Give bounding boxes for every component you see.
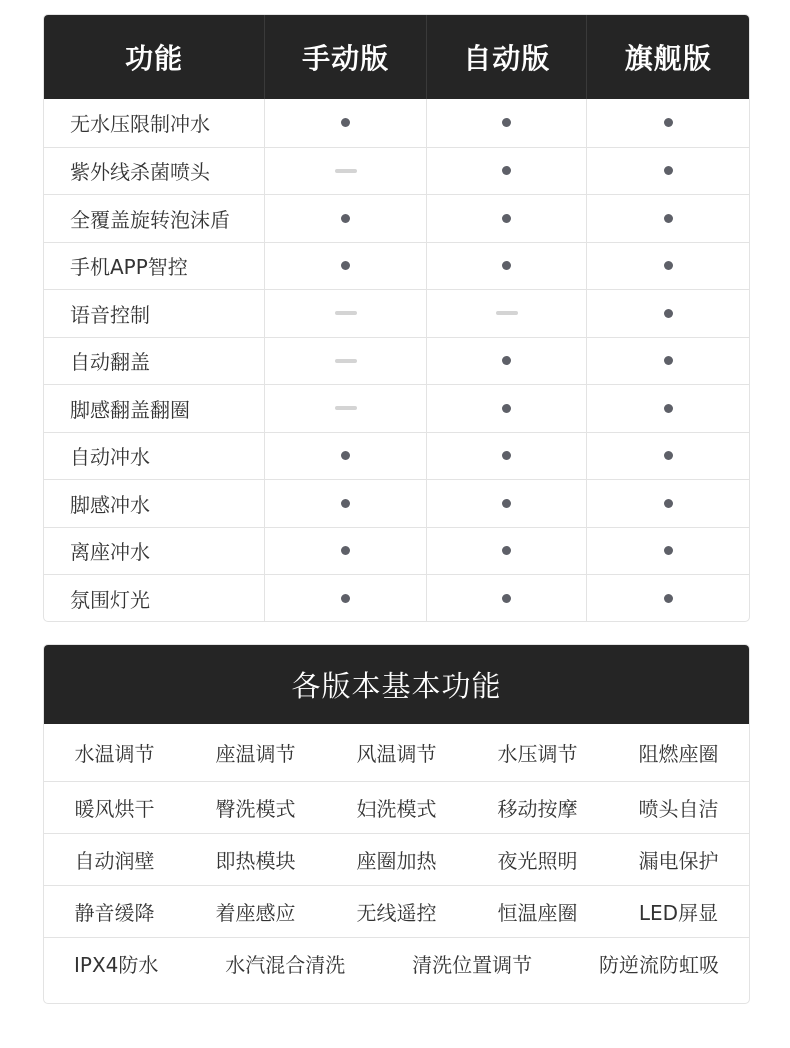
cell-manual: [265, 575, 427, 622]
feature-name: 脚感冲水: [44, 480, 265, 527]
basic-feature-item: 水汽混合清洗: [225, 953, 346, 977]
basic-feature-item: IPX4防水: [74, 953, 159, 977]
cell-manual: [265, 338, 427, 385]
basic-feature-item: 水温调节: [74, 742, 155, 766]
basic-feature-item: 清洗位置调节: [412, 953, 533, 977]
cell-flagship: [587, 528, 749, 575]
cell-auto: [427, 195, 588, 242]
cell-manual: [265, 290, 427, 337]
feature-name: 离座冲水: [44, 528, 265, 575]
table-row: [44, 337, 749, 385]
cell-manual: [265, 148, 427, 195]
table-row: [44, 479, 749, 527]
supported-dot-icon: [502, 594, 511, 603]
table-row: [44, 527, 749, 575]
basic-features-grid: [44, 724, 749, 989]
cell-auto: [427, 575, 588, 622]
table-row: [44, 194, 749, 242]
supported-dot-icon: [341, 499, 350, 508]
basic-features-row: [44, 885, 749, 937]
supported-dot-icon: [664, 261, 673, 270]
feature-name: 全覆盖旋转泡沫盾: [44, 195, 265, 242]
supported-dot-icon: [502, 546, 511, 555]
table-header: [44, 15, 749, 99]
supported-dot-icon: [664, 499, 673, 508]
basic-feature-item: 漏电保护: [638, 849, 719, 873]
cell-flagship: [587, 195, 749, 242]
table-row: [44, 147, 749, 195]
unsupported-dash-icon: [335, 406, 357, 410]
supported-dot-icon: [341, 546, 350, 555]
cell-auto: [427, 243, 588, 290]
supported-dot-icon: [341, 451, 350, 460]
basic-features-row: [44, 833, 749, 885]
basic-features-row: [44, 937, 749, 989]
cell-auto: [427, 385, 588, 432]
cell-flagship: [587, 338, 749, 385]
cell-auto: [427, 148, 588, 195]
basic-feature-item: 臀洗模式: [215, 797, 296, 821]
supported-dot-icon: [502, 451, 511, 460]
table-row: [44, 99, 749, 147]
supported-dot-icon: [664, 356, 673, 365]
supported-dot-icon: [664, 546, 673, 555]
basic-features-row: [44, 724, 749, 781]
basic-feature-item: 妇洗模式: [356, 797, 437, 821]
cell-flagship: [587, 433, 749, 480]
basic-feature-item: 暖风烘干: [74, 797, 155, 821]
feature-name: 自动翻盖: [44, 338, 265, 385]
cell-auto: [427, 480, 588, 527]
header-feature: 功能: [44, 15, 265, 99]
table-row: [44, 574, 749, 622]
supported-dot-icon: [502, 356, 511, 365]
basic-features-title: 各版本基本功能: [44, 645, 749, 724]
feature-name: 无水压限制冲水: [44, 99, 265, 147]
cell-manual: [265, 433, 427, 480]
header-flagship-version: 旗舰版: [624, 42, 712, 75]
cell-flagship: [587, 575, 749, 622]
supported-dot-icon: [502, 261, 511, 270]
basic-feature-item: LED屏显: [638, 901, 719, 925]
cell-flagship: [587, 385, 749, 432]
table-body: [44, 99, 749, 622]
basic-feature-item: 防逆流防虹吸: [598, 953, 719, 977]
supported-dot-icon: [664, 118, 673, 127]
supported-dot-icon: [502, 118, 511, 127]
basic-feature-item: 夜光照明: [497, 849, 578, 873]
feature-name: 氛围灯光: [44, 575, 265, 622]
header-auto-version: 自动版: [427, 15, 588, 99]
supported-dot-icon: [664, 451, 673, 460]
feature-name: 紫外线杀菌喷头: [44, 148, 265, 195]
supported-dot-icon: [502, 404, 511, 413]
supported-dot-icon: [341, 118, 350, 127]
basic-feature-item: 静音缓降: [74, 901, 155, 925]
supported-dot-icon: [664, 214, 673, 223]
basic-feature-item: 水压调节: [497, 742, 578, 766]
cell-auto: [427, 338, 588, 385]
supported-dot-icon: [502, 214, 511, 223]
cell-manual: [265, 528, 427, 575]
basic-feature-item: 阻燃座圈: [638, 742, 719, 766]
table-row: [44, 242, 749, 290]
basic-feature-item: 风温调节: [356, 742, 437, 766]
cell-manual: [265, 385, 427, 432]
feature-name: 语音控制: [44, 290, 265, 337]
supported-dot-icon: [341, 261, 350, 270]
cell-flagship: [587, 148, 749, 195]
cell-manual: [265, 99, 427, 147]
cell-auto: [427, 433, 588, 480]
basic-feature-item: 无线遥控: [356, 901, 437, 925]
feature-name: 脚感翻盖翻圈: [44, 385, 265, 432]
basic-feature-item: 座温调节: [215, 742, 296, 766]
unsupported-dash-icon: [496, 311, 518, 315]
table-row: [44, 289, 749, 337]
feature-name: 自动冲水: [44, 433, 265, 480]
basic-feature-item: 喷头自洁: [638, 797, 719, 821]
cell-auto: [427, 528, 588, 575]
supported-dot-icon: [664, 594, 673, 603]
basic-feature-item: 自动润壁: [74, 849, 155, 873]
cell-auto: [427, 99, 588, 147]
supported-dot-icon: [664, 404, 673, 413]
basic-feature-item: 座圈加热: [356, 849, 437, 873]
supported-dot-icon: [664, 309, 673, 318]
feature-comparison-table: [43, 14, 750, 622]
unsupported-dash-icon: [335, 169, 357, 173]
cell-flagship: [587, 480, 749, 527]
basic-features-row: [44, 781, 749, 833]
supported-dot-icon: [341, 594, 350, 603]
header-manual-version: 手动版: [265, 15, 427, 99]
unsupported-dash-icon: [335, 359, 357, 363]
cell-auto: [427, 290, 588, 337]
unsupported-dash-icon: [335, 311, 357, 315]
cell-manual: [265, 195, 427, 242]
cell-manual: [265, 243, 427, 290]
cell-flagship: [587, 99, 749, 147]
supported-dot-icon: [664, 166, 673, 175]
basic-feature-item: 移动按摩: [497, 797, 578, 821]
basic-feature-item: 着座感应: [215, 901, 296, 925]
table-row: [44, 384, 749, 432]
supported-dot-icon: [502, 166, 511, 175]
cell-flagship: [587, 243, 749, 290]
table-row: [44, 432, 749, 480]
cell-manual: [265, 480, 427, 527]
cell-flagship: [587, 290, 749, 337]
basic-features-panel: [43, 644, 750, 1004]
basic-feature-item: 即热模块: [215, 849, 296, 873]
feature-name: 手机APP智控: [44, 243, 265, 290]
basic-feature-item: 恒温座圈: [497, 901, 578, 925]
supported-dot-icon: [341, 214, 350, 223]
supported-dot-icon: [502, 499, 511, 508]
